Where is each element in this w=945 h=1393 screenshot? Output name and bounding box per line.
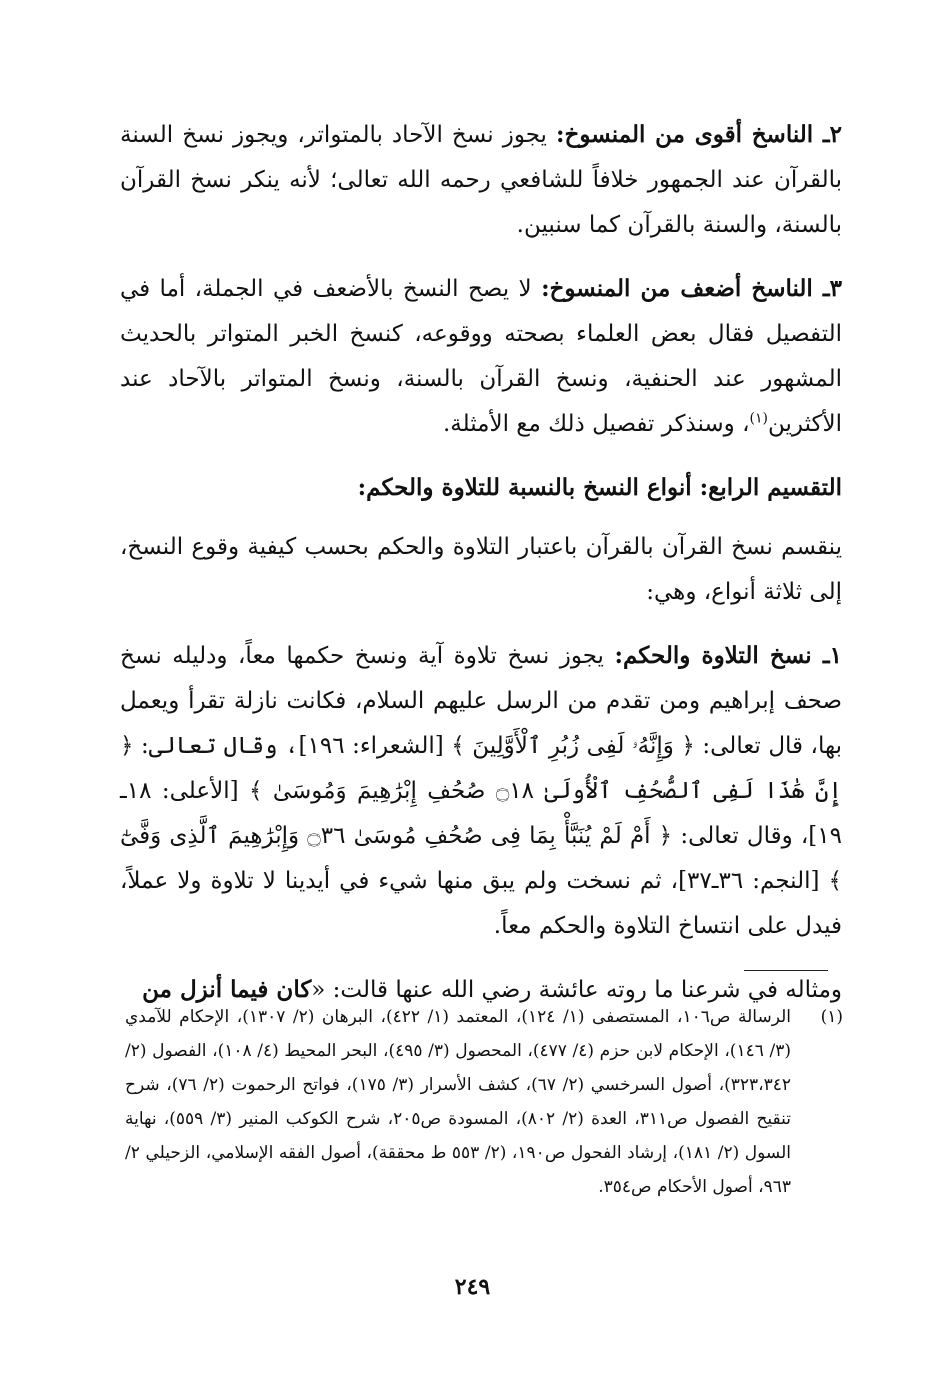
paragraph-intro [120, 525, 842, 615]
page-number: ٢٤٩ [454, 1274, 491, 1300]
paragraph-lead: ٢ـ الناسخ أقوى من المنسوخ: [556, 121, 842, 148]
paragraph-recitation-and-ruling [120, 633, 842, 949]
main-text [120, 112, 842, 1031]
paragraph-body: يجوز نسخ تلاوة آية ونسخ حكمها معاً، ودليله نسخ صحف إبراهيم ومن تقدم من الرسل عليهم السلام، فكانت نازلة تقرأ ويعمل بها، قال تعالى: ﴿ وَإِنَّهُۥ لَفِى زُبُرِ ٱلْأَوَّلِينَ ﴾ [الشعراء: ١٩٦]، وقال تعالى: ﴿ إِنَّ هَٰذَا لَفِى ٱلصُّحُفِ ٱلْأُولَىٰ ۝١٨ صُحُفِ إِبْرَٰهِيمَ وَمُوسَىٰ ﴾ [الأعلى: ١٨ـ ١٩]، وقال تعالى: ﴿ أَمْ لَمْ يُنَبَّأْ بِمَا فِى صُحُفِ مُوسَىٰ ۝٣٦ وَإِبْرَٰهِيمَ ٱلَّذِى وَفَّىٰٓ ﴾ [النجم: ٣٦ـ٣٧]، ثم نسخت ولم يبق منها شيء في أيدينا لا تلاوة ولا عملاً، فيدل على انتساخ التلاوة والحكم معاً. [120, 643, 842, 939]
paragraph-body-tail: ، وسنذكر تفصيل ذلك مع الأمثلة. [442, 411, 750, 437]
paragraph-stronger-abrogator [120, 112, 842, 248]
paragraph-lead: ٣ـ الناسخ أضعف من المنسوخ: [541, 275, 842, 302]
section-heading [120, 465, 842, 511]
paragraph-body: ينقسم نسخ القرآن بالقرآن باعتبار التلاوة والحكم بحسب كيفية وقوع النسخ، إلى ثلاثة أنواع، وهي: [120, 534, 842, 605]
paragraph-body: لا يصح النسخ بالأضعف في الجملة، أما في التفصيل فقال بعض العلماء بصحته ووقوعه، كنسخ الخبر المتواتر بالحديث المشهور عند الحنفية، ونسخ القرآن بالسنة، ونسخ المتواتر بالآحاد عند الأكثرين [120, 276, 842, 437]
footnote-text: الرسالة ص١٠٦، المستصفى (١/ ١٢٤)، المعتمد (١/ ٤٢٢)، البرهان (٢/ ١٣٠٧)، الإحكام للآمدي (٣/ ١٤٦)، الإحكام لابن حزم (٤/ ٤٧٧)، المحصول (٣/ ٤٩٥)، البحر المحيط (٤/ ١٠٨)، الفصول (٢/ ٣٢٣،٣٤٢)، أصول السرخسي (٢/ ٦٧)، كشف الأسرار (٣/ ١٧٥)، فواتح الرحموت (٢/ ٧٦)، شرح تنقيح الفصول ص٣١١، العدة (٢/ ٨٠٢)، المسودة ص٢٠٥، شرح الكوكب المنير (٣/ ٥٥٩)، نهاية السول (٢/ ١٨١)، إرشاد الفحول ص١٩٠، (٢/ ٥٥٣ ط محققة)، أصول الفقه الإسلامي، الزحيلي ٢/ ٩٦٣، أصول الأحكام ص٣٥٤. [125, 1007, 792, 1197]
footnote-mark: (١) [820, 1007, 843, 1027]
footnote-divider [744, 970, 828, 971]
section-heading-lead: التقسيم الرابع: [699, 474, 842, 501]
paragraph-body: ومثاله في شرعنا ما روته عائشة رضي الله عنها قالت: « [311, 977, 842, 1003]
paragraph-weaker-abrogator [120, 266, 842, 447]
paragraph-lead: ١ـ نسخ التلاوة والحكم: [614, 642, 842, 669]
paragraph-body: يجوز نسخ الآحاد بالمتواتر، ويجوز نسخ السنة بالقرآن عند الجمهور خلافاً للشافعي رحمه الله تعالى؛ لأنه ينكر نسخ القرآن بالسنة، والسنة بالقرآن كما سنبين. [120, 122, 842, 238]
footnote-reference: (١) [749, 410, 768, 427]
paragraph-quote-start: كان فيما أنزل من [142, 976, 312, 1003]
section-heading-title: أنواع النسخ بالنسبة للتلاوة والحكم: [357, 474, 700, 501]
footnote [125, 1000, 843, 1204]
